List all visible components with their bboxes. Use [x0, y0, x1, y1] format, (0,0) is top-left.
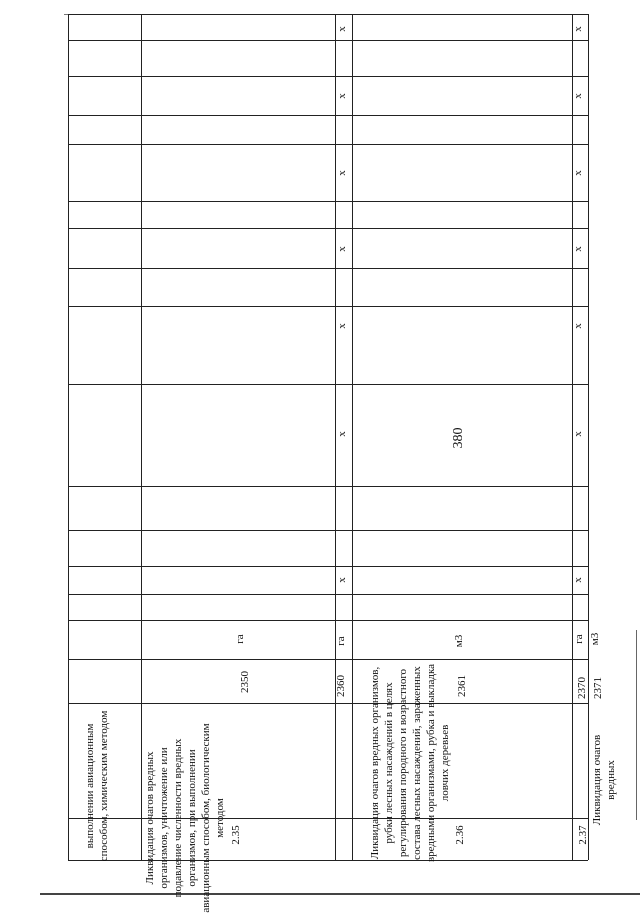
- row-6-code: 2371: [592, 677, 604, 699]
- table-grid-line: [68, 384, 588, 385]
- x-mark: х: [336, 170, 348, 176]
- table-border-right: [588, 14, 589, 860]
- table-grid-line: [68, 268, 588, 269]
- row-3-description: Ликвидация очагов вредных организмов, рубки лесных насаждений в целях регулирования породного и возрастного состава лесных насаждений, зараженных вредными организмами, рубка и выкладка ловчих деревьев: [369, 663, 451, 863]
- row-6-unit: м3: [589, 632, 601, 646]
- table-grid-line: [68, 486, 588, 487]
- table-grid-line: [68, 530, 588, 531]
- row-1-description: выполнении авиационным способом, химическим методом: [84, 710, 110, 862]
- table-border-left: [68, 14, 69, 860]
- row-2-code: 2350: [239, 671, 251, 693]
- x-mark: х: [572, 26, 584, 32]
- table-grid-line: [68, 306, 588, 307]
- table-grid-line: [68, 40, 588, 41]
- row-3-unit: га: [335, 636, 347, 646]
- page-number: 380: [451, 427, 466, 449]
- row-4-code: 2361: [456, 675, 468, 697]
- table-grid-line: [68, 228, 588, 229]
- table-grid-line: [68, 76, 588, 77]
- table-border-top: [68, 14, 588, 15]
- row-3-code: 2360: [335, 675, 347, 697]
- table-grid-line: [68, 659, 588, 660]
- table-grid-line: [68, 115, 588, 116]
- right-rule: [636, 630, 637, 820]
- x-mark: х: [336, 577, 348, 583]
- row-2-unit: га: [234, 634, 246, 644]
- row-5-unit: га: [573, 634, 585, 644]
- table-grid-line: [68, 144, 588, 145]
- x-mark: х: [572, 170, 584, 176]
- x-mark: х: [572, 246, 584, 252]
- table-rule-row3-left: [352, 14, 353, 860]
- x-mark: х: [336, 431, 348, 437]
- x-mark: х: [572, 577, 584, 583]
- row-5-description: Ликвидация очагов вредных: [591, 734, 617, 826]
- table-grid-line: [68, 566, 588, 567]
- x-mark: х: [336, 323, 348, 329]
- x-mark: х: [336, 93, 348, 99]
- x-mark: х: [572, 431, 584, 437]
- row-2-description: Ликвидация очагов вредных организмов, уничтожение или подавление численности вредных организмов, при выполнении авиационным способом, биологическим методом: [144, 723, 226, 913]
- x-mark: х: [572, 323, 584, 329]
- row-4-number: 2.36: [454, 825, 466, 845]
- row-5-code: 2370: [576, 677, 588, 699]
- row-4-unit: м3: [453, 634, 465, 648]
- x-mark: х: [336, 26, 348, 32]
- table-grid-line: [68, 620, 588, 621]
- table-grid-line: [68, 594, 588, 595]
- table-rule-desc-left: [141, 14, 142, 860]
- bottom-rule: [40, 893, 640, 895]
- x-mark: х: [336, 246, 348, 252]
- x-mark: х: [572, 93, 584, 99]
- row-5-number: 2.37: [577, 825, 589, 845]
- table-grid-line: [68, 201, 588, 202]
- row-2-number: 2.35: [230, 825, 242, 845]
